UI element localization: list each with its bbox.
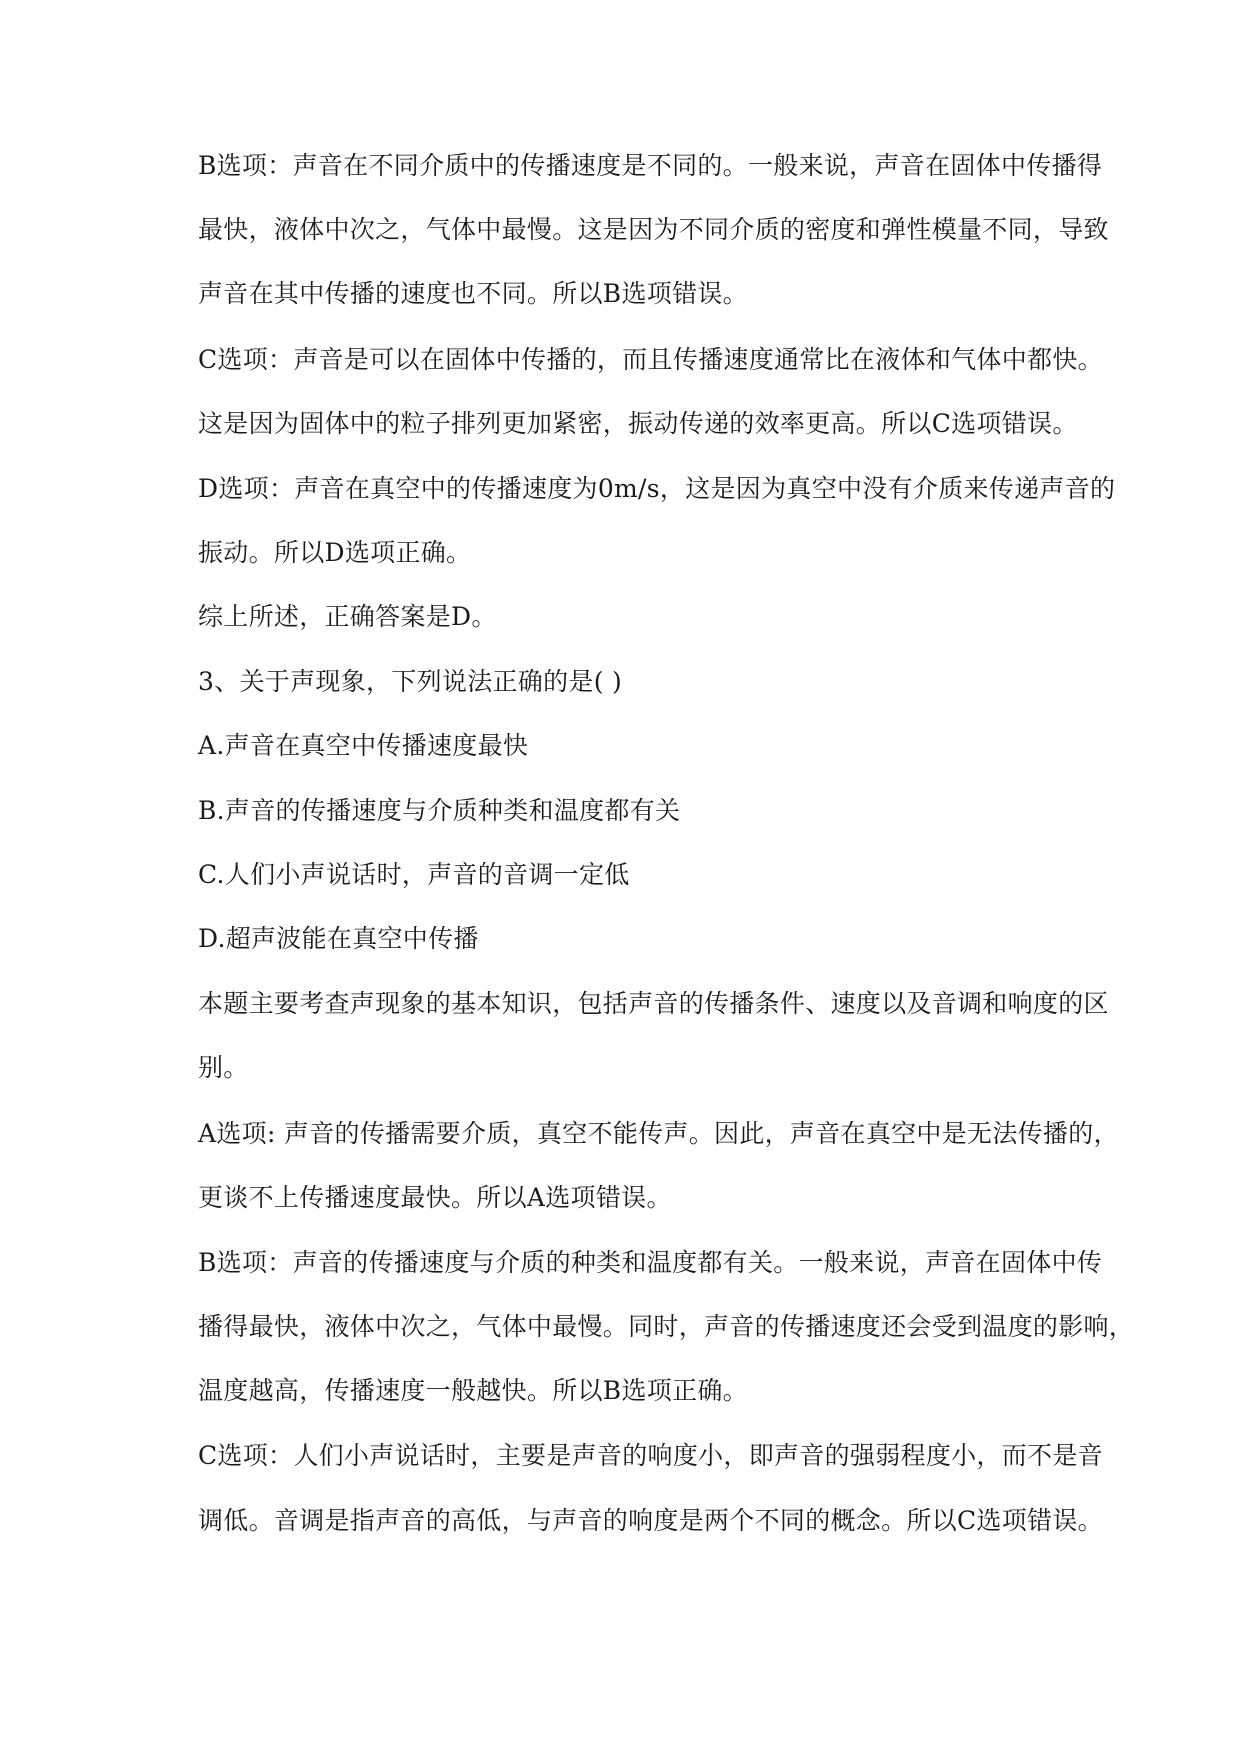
text-line: A选项: 声音的传播需要介质，真空不能传声。因此，声音在真空中是无法传播的， [198,1119,1119,1148]
option-a: A.声音在真空中传播速度最快 [198,731,529,760]
text-line: C选项：声音是可以在固体中传播的，而且传播速度通常比在液体和气体中都快。 [198,345,1103,374]
text-line: 播得最快，液体中次之，气体中最慢。同时，声音的传播速度还会受到温度的影响， [198,1312,1135,1341]
text-line: 本题主要考查声现象的基本知识，包括声音的传播条件、速度以及音调和响度的区 [198,989,1109,1018]
text-line: 最快，液体中次之，气体中最慢。这是因为不同介质的密度和弹性模量不同，导致 [198,215,1109,244]
text-line: 调低。音调是指声音的高低，与声音的响度是两个不同的概念。所以C选项错误。 [198,1506,1103,1535]
text-line: 振动。所以D选项正确。 [198,538,472,567]
text-line: 温度越高，传播速度一般越快。所以B选项正确。 [198,1376,748,1405]
text-line: 更谈不上传播速度最快。所以A选项错误。 [198,1183,672,1212]
text-line: 别。 [198,1053,249,1082]
option-d: D.超声波能在真空中传播 [198,924,479,953]
option-c: C.人们小声说话时，声音的音调一定低 [198,860,630,889]
text-line: 综上所述，正确答案是D。 [198,602,497,631]
question-title: 3、关于声现象，下列说法正确的是( ) [198,667,623,696]
text-line: B选项：声音的传播速度与介质的种类和温度都有关。一般来说，声音在固体中传 [198,1248,1103,1277]
text-line: B选项：声音在不同介质中的传播速度是不同的。一般来说，声音在固体中传播得 [198,151,1103,180]
text-line: 声音在其中传播的速度也不同。所以B选项错误。 [198,279,748,308]
text-line: 这是因为固体中的粒子排列更加紧密，振动传递的效率更高。所以C选项错误。 [198,409,1078,438]
text-line: D选项：声音在真空中的传播速度为0m/s，这是因为真空中没有介质来传递声音的 [198,474,1116,503]
text-line: C选项：人们小声说话时，主要是声音的响度小，即声音的强弱程度小，而不是音 [198,1441,1103,1470]
option-b: B.声音的传播速度与介质种类和温度都有关 [198,796,681,825]
